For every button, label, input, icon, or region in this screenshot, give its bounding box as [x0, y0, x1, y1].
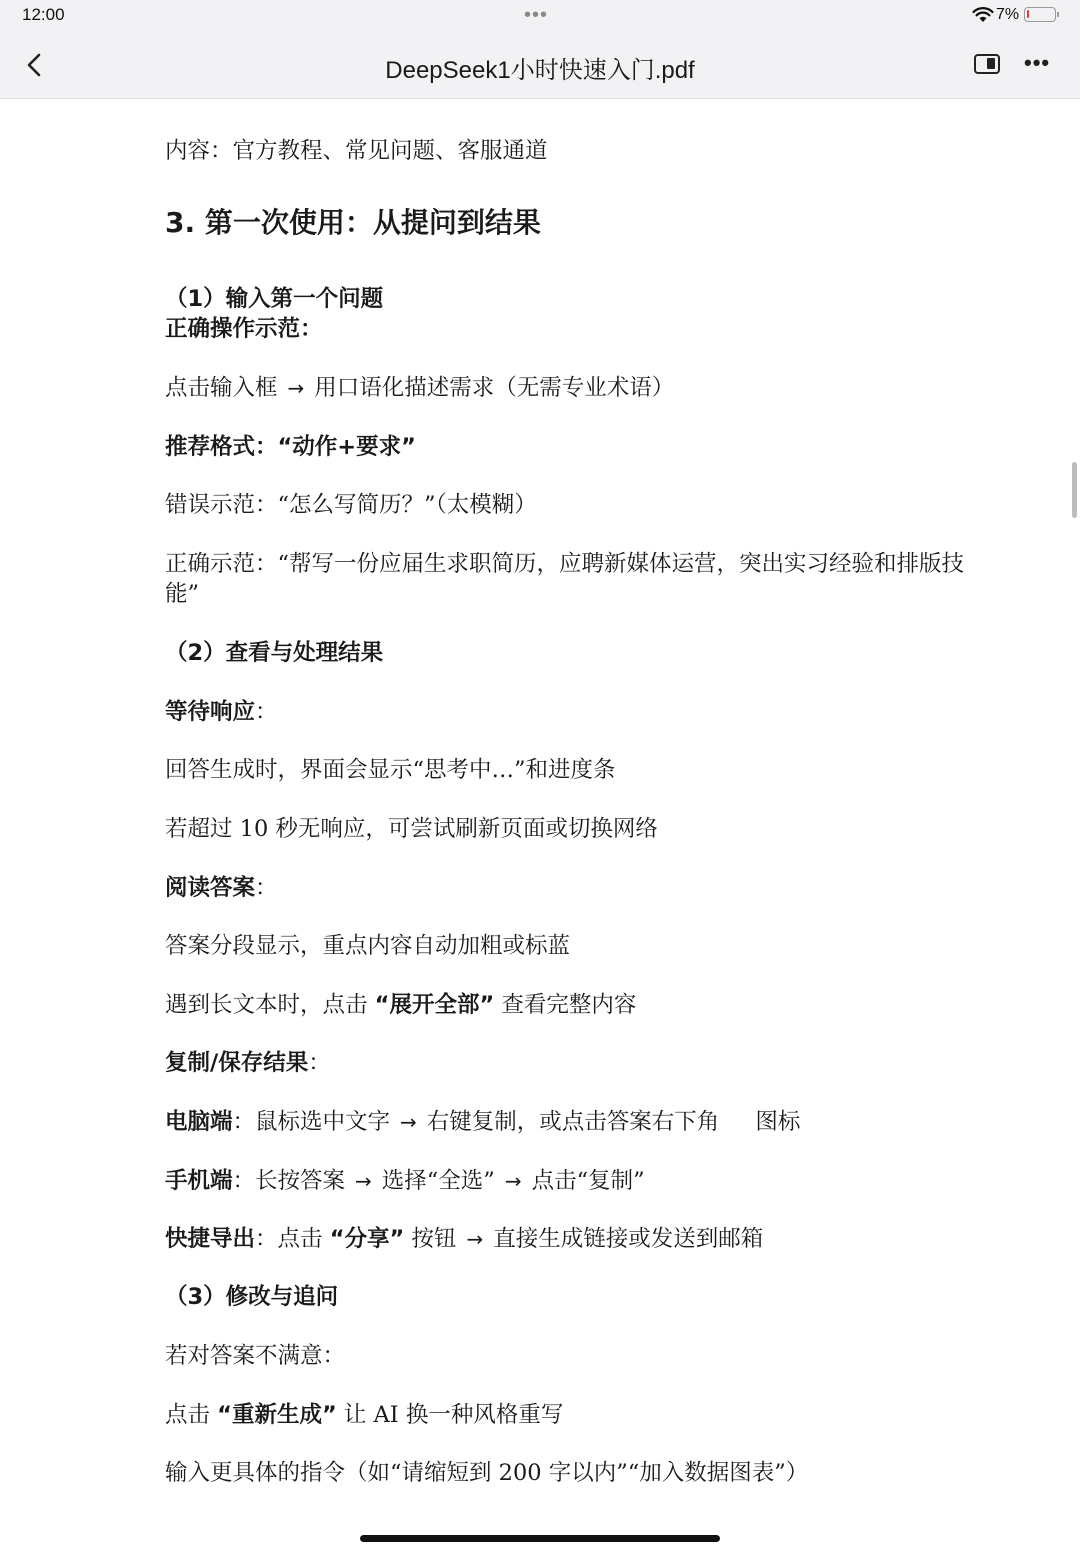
paragraph: [165, 1048, 331, 1078]
arrow-icon: →: [504, 1169, 522, 1193]
battery-level: [1027, 10, 1029, 18]
paragraph: 输入更具体的指令（如“请缩短到 200 字以内”“加入数据图表”）: [165, 1460, 809, 1486]
text-run: 阅读答案: [165, 875, 256, 901]
text-run: 推荐格式: [165, 434, 256, 460]
text-run: 选择“全选”: [381, 1168, 495, 1194]
text-run: ：: [255, 699, 278, 725]
text-run: 让 AI 换一种风格重写: [343, 1402, 564, 1428]
top-bar: [0, 0, 1080, 99]
text-run: 直接生成链接或发送到邮箱: [493, 1226, 764, 1252]
text-run: “分享”: [329, 1226, 405, 1252]
text-run: 右键复制，或点击答案右下角: [426, 1109, 720, 1135]
text-run: ：: [255, 875, 278, 901]
arrow-icon: →: [400, 1110, 417, 1134]
paragraph: 回答生成时，界面会显示“思考中…”和进度条: [165, 757, 616, 783]
paragraph: 错误示范：“怎么写简历？”（太模糊）: [165, 492, 537, 518]
text-run: 用口语化描述需求（无需专业术语）: [314, 375, 675, 401]
paragraph: [165, 1107, 800, 1137]
paragraph: [165, 1224, 763, 1254]
arrow-icon: →: [355, 1169, 372, 1193]
text-run: “重新生成”: [217, 1402, 337, 1428]
paragraph: 若对答案不满意：: [165, 1343, 346, 1369]
more-options-icon[interactable]: •••: [1024, 50, 1051, 75]
text-run: ：长按答案: [232, 1168, 346, 1194]
wifi-icon: [972, 7, 994, 23]
paragraph: 内容：官方教程、常见问题、客服通道: [165, 138, 548, 164]
paragraph: [165, 697, 278, 727]
battery-icon: [1024, 7, 1056, 22]
text-run: “展开全部”: [374, 992, 495, 1018]
multitasking-dots-icon[interactable]: •••: [524, 4, 549, 26]
paragraph: [165, 1400, 563, 1430]
paragraph: [165, 1166, 645, 1196]
text-run: 遇到长文本时，点击: [165, 992, 368, 1018]
paragraph: 若超过 10 秒无响应，可尝试刷新页面或切换网络: [165, 816, 658, 842]
arrow-icon: →: [466, 1227, 484, 1251]
text-run: 点击: [165, 1402, 211, 1428]
text-run: ：点击: [255, 1226, 323, 1252]
text-run: ：鼠标选中文字: [232, 1109, 391, 1135]
text-run: 复制/保存结果: [165, 1050, 309, 1076]
subsection-heading: （3）修改与追问: [165, 1284, 339, 1310]
paragraph: [165, 990, 636, 1020]
battery-percentage: 7%: [996, 6, 1020, 23]
text-run: 手机端: [165, 1168, 233, 1194]
paragraph: [165, 432, 416, 462]
text-run: 按钮: [411, 1226, 457, 1252]
text-run: 等待响应: [165, 699, 256, 725]
label-heading: 正确操作示范：: [165, 316, 323, 342]
subsection-heading: （2）查看与处理结果: [165, 640, 384, 666]
reader-mode-icon[interactable]: [974, 54, 1000, 74]
text-run: 查看完整内容: [501, 992, 637, 1018]
paragraph: 正确示范：“帮写一份应届生求职简历，应聘新媒体运营，突出实习经验和排版技能”: [165, 551, 965, 607]
text-run: 点击输入框: [165, 375, 278, 401]
paragraph: [165, 373, 674, 403]
paragraph: 答案分段显示，重点内容自动加粗或标蓝: [165, 933, 571, 959]
arrow-icon: →: [287, 376, 305, 400]
document-title: DeepSeek1小时快速入门.pdf: [385, 57, 695, 84]
text-run: 图标: [755, 1109, 801, 1135]
text-run: ：“动作+要求”: [255, 434, 416, 460]
pdf-page: [0, 98, 1080, 1554]
status-time: 12:00: [22, 5, 65, 24]
section-heading: 3. 第一次使用：从提问到结果: [165, 206, 541, 239]
text-run: 点击“复制”: [531, 1168, 645, 1194]
text-run: 快捷导出: [165, 1226, 256, 1252]
text-run: ：: [308, 1050, 331, 1076]
text-run: 电脑端: [165, 1109, 233, 1135]
subsection-heading: （1）输入第一个问题: [165, 286, 384, 312]
scrollbar[interactable]: [1072, 462, 1077, 518]
home-indicator[interactable]: [360, 1535, 720, 1542]
paragraph: [165, 873, 278, 903]
